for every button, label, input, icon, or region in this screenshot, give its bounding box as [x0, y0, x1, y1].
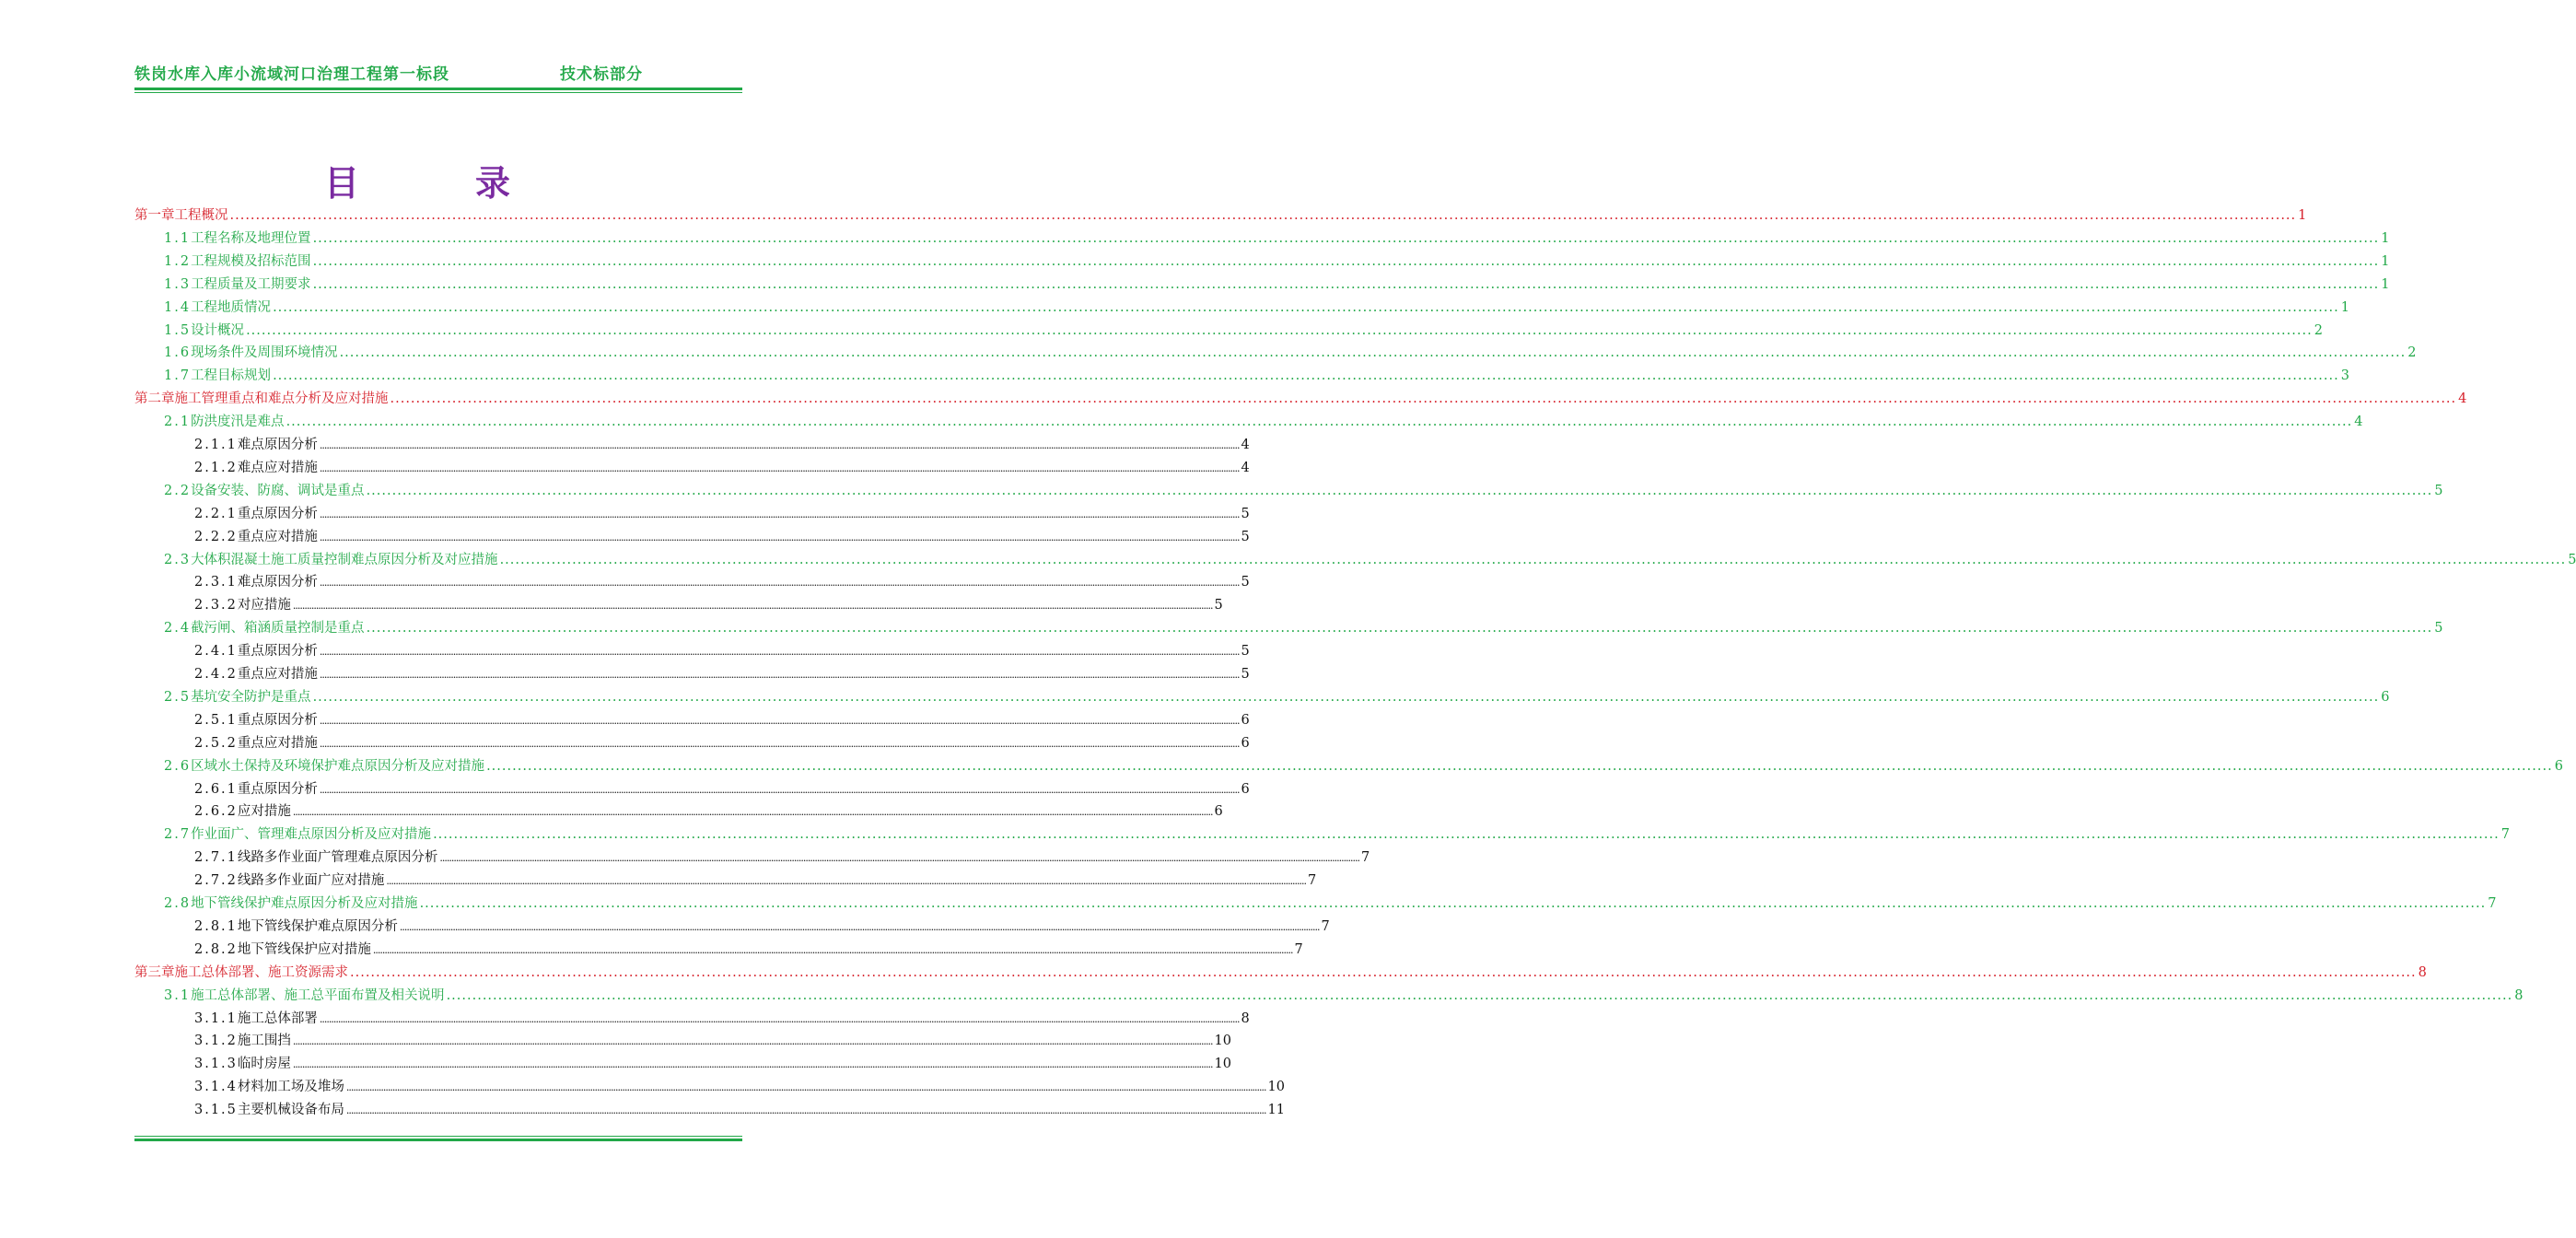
- toc-entry-page: 4: [2354, 415, 2363, 430]
- toc-entry-number: 2.8.1: [194, 918, 238, 934]
- toc-entry-number: 2.4.1: [194, 644, 238, 660]
- toc-entry-label: 工程地质情况: [191, 299, 272, 315]
- toc-entry[interactable]: [194, 847, 1370, 867]
- toc-entry-label: 作业面广、管理难点原因分析及应对措施: [191, 827, 432, 843]
- toc-dot-leader: ................................................................................................................................................................................................................................................................................................................................................................................................................: [390, 391, 2457, 407]
- toc-entry-page: 1: [2298, 208, 2307, 223]
- toc-entry-label: 工程规模及招标范围: [191, 253, 311, 269]
- toc-entry[interactable]: [194, 800, 1223, 821]
- toc-dot-leader: ................................................................................................................................................................................................................................................................................................................................................................................................................: [229, 208, 2297, 223]
- footer-rule-thick: [134, 1139, 742, 1141]
- toc-entry[interactable]: [164, 549, 2576, 569]
- toc-dot-leader: ................................................................................................................................................................................................................................................................................................................................................................................................................: [292, 600, 1213, 613]
- toc-dot-leader: ................................................................................................................................................................................................................................................................................................................................................................................................................: [372, 943, 1293, 956]
- toc-dot-leader: ................................................................................................................................................................................................................................................................................................................................................................................................................: [273, 299, 2339, 315]
- toc-entry-label: 重点应对措施: [237, 667, 318, 682]
- toc-entry-page: 7: [2500, 827, 2510, 843]
- toc-entry-label: 重点原因分析: [237, 506, 318, 521]
- toc-entry[interactable]: [194, 1053, 1231, 1073]
- toc-entry-label: 重点原因分析: [237, 712, 318, 728]
- toc-entry-number: 2.5.2: [194, 735, 238, 751]
- toc-entry-page: 7: [1294, 941, 1303, 957]
- toc-entry-page: 10: [1267, 1080, 1285, 1095]
- toc-entry-number: 第二章: [134, 391, 175, 407]
- toc-entry-label: 防洪度汛是难点: [191, 415, 285, 430]
- header-rule-thin: [134, 92, 742, 93]
- toc-dot-leader: ................................................................................................................................................................................................................................................................................................................................................................................................................: [366, 621, 2433, 637]
- toc-entry[interactable]: [134, 204, 2307, 225]
- toc-entry-number: 2.3.1: [194, 575, 238, 590]
- toc-entry-page: 1: [2340, 299, 2349, 315]
- toc-entry-label: 重点原因分析: [237, 644, 318, 660]
- toc-entry-page: 6: [1214, 804, 1223, 820]
- toc-entry[interactable]: [134, 388, 2467, 408]
- toc-entry-page: 5: [2568, 552, 2576, 567]
- toc-dot-leader: ................................................................................................................................................................................................................................................................................................................................................................................................................: [312, 230, 2380, 246]
- toc-entry[interactable]: [194, 1076, 1285, 1096]
- toc-entry-number: 2.1.2: [194, 460, 238, 475]
- toc-entry[interactable]: [194, 709, 1250, 730]
- toc-dot-leader: ................................................................................................................................................................................................................................................................................................................................................................................................................: [286, 415, 2353, 430]
- toc-entry-label: 设计概况: [191, 322, 245, 338]
- toc-entry-label: 线路多作业面广应对措施: [237, 873, 385, 889]
- toc-entry-number: 3.1.5: [194, 1103, 238, 1118]
- toc-entry-page: 6: [1241, 781, 1250, 797]
- toc-entry-number: 2.8.2: [194, 941, 238, 957]
- toc-entry-number: 1.1: [164, 230, 192, 246]
- toc-entry-page: 1: [2381, 276, 2390, 292]
- toc-entry-label: 现场条件及周围环境情况: [191, 345, 338, 361]
- toc-dot-leader: ................................................................................................................................................................................................................................................................................................................................................................................................................: [386, 875, 1307, 888]
- toc-entry-label: 施工总体部署、施工资源需求: [174, 964, 348, 980]
- toc-entry-page: 5: [1241, 644, 1250, 660]
- toc-dot-leader: ................................................................................................................................................................................................................................................................................................................................................................................................................: [319, 783, 1240, 796]
- toc-entry[interactable]: [164, 755, 2563, 776]
- toc-entry-label: 工程概况: [174, 208, 228, 223]
- toc-entry[interactable]: [164, 274, 2390, 294]
- toc-entry-number: 2.6.1: [194, 781, 238, 797]
- toc-entry[interactable]: [194, 939, 1303, 959]
- toc-entry-number: 1.6: [164, 345, 192, 361]
- toc-entry-label: 地下管线保护难点原因分析及应对措施: [191, 896, 418, 911]
- footer-rule-thin: [134, 1136, 742, 1137]
- toc-entry-number: 3.1.3: [194, 1057, 238, 1072]
- toc-entry[interactable]: [164, 228, 2390, 248]
- toc-dot-leader: ................................................................................................................................................................................................................................................................................................................................................................................................................: [319, 646, 1240, 659]
- toc-entry-page: 1: [2381, 253, 2390, 269]
- toc-dot-leader: ................................................................................................................................................................................................................................................................................................................................................................................................................: [433, 827, 2500, 843]
- toc-entry-number: 2.3.2: [194, 598, 238, 613]
- toc-entry-page: 5: [2434, 621, 2443, 637]
- toc-entry[interactable]: [194, 526, 1250, 546]
- toc-entry-label: 难点应对措施: [237, 460, 318, 475]
- toc-entry-label: 重点应对措施: [237, 529, 318, 544]
- toc-entry-number: 1.7: [164, 368, 192, 384]
- toc-entry-page: 5: [1214, 598, 1223, 613]
- toc-entry[interactable]: [164, 320, 2323, 340]
- toc-entry[interactable]: [194, 457, 1250, 477]
- toc-entry-number: 第一章: [134, 208, 175, 223]
- toc-entry[interactable]: [194, 503, 1250, 523]
- toc-entry-label: 设备安装、防腐、调试是重点: [191, 483, 365, 498]
- toc-entry-page: 4: [2458, 391, 2467, 407]
- toc-entry-number: 2.2.2: [194, 529, 238, 544]
- toc-entry-page: 5: [1241, 506, 1250, 521]
- toc-entry-page: 5: [1241, 529, 1250, 544]
- toc-dot-leader: ................................................................................................................................................................................................................................................................................................................................................................................................................: [345, 1081, 1266, 1094]
- toc-entry-label: 区域水土保持及环境保护难点原因分析及应对措施: [191, 758, 485, 774]
- toc-entry-page: 8: [2514, 987, 2524, 1003]
- toc-entry-label: 大体积混凝土施工质量控制难点原因分析及对应措施: [191, 552, 498, 567]
- toc-entry-number: 1.5: [164, 322, 192, 338]
- toc-entry-number: 1.4: [164, 299, 192, 315]
- toc-dot-leader: ................................................................................................................................................................................................................................................................................................................................................................................................................: [319, 577, 1240, 590]
- header-rule-thick: [134, 88, 742, 90]
- toc-entry-number: 2.5.1: [194, 712, 238, 728]
- toc-entry[interactable]: [164, 480, 2443, 500]
- toc-entry-label: 临时房屋: [237, 1057, 291, 1072]
- toc-entry-page: 8: [1241, 1010, 1250, 1026]
- toc-entry-number: 3.1: [164, 987, 192, 1003]
- toc-entry[interactable]: [164, 985, 2524, 1005]
- toc-entry-number: 2.7: [164, 827, 192, 843]
- toc-entry-page: 7: [1308, 873, 1317, 889]
- toc-entry[interactable]: [194, 434, 1250, 454]
- toc-entry-label: 施工管理重点和难点分析及应对措施: [174, 391, 389, 407]
- toc-entry-page: 7: [2488, 896, 2497, 911]
- toc-entry-label: 工程名称及地理位置: [191, 230, 311, 246]
- toc-dot-leader: ................................................................................................................................................................................................................................................................................................................................................................................................................: [312, 276, 2380, 292]
- toc-dot-leader: ................................................................................................................................................................................................................................................................................................................................................................................................................: [312, 253, 2380, 269]
- toc-entry-number: 2.3: [164, 552, 192, 567]
- toc-dot-leader: ................................................................................................................................................................................................................................................................................................................................................................................................................: [345, 1104, 1266, 1117]
- toc-entry-number: 2.6.2: [194, 804, 238, 820]
- toc-dot-leader: ................................................................................................................................................................................................................................................................................................................................................................................................................: [499, 552, 2567, 567]
- toc-entry-label: 应对措施: [237, 804, 291, 820]
- toc-dot-leader: ................................................................................................................................................................................................................................................................................................................................................................................................................: [319, 531, 1240, 543]
- toc-entry-number: 2.6: [164, 758, 192, 774]
- toc-dot-leader: ................................................................................................................................................................................................................................................................................................................................................................................................................: [439, 852, 1360, 865]
- toc-entry-label: 对应措施: [237, 598, 291, 613]
- toc-entry[interactable]: [134, 962, 2427, 982]
- toc-dot-leader: ................................................................................................................................................................................................................................................................................................................................................................................................................: [319, 508, 1240, 520]
- toc-dot-leader: ................................................................................................................................................................................................................................................................................................................................................................................................................: [292, 1035, 1213, 1048]
- toc-dot-leader: ................................................................................................................................................................................................................................................................................................................................................................................................................: [292, 806, 1213, 819]
- toc-dot-leader: ................................................................................................................................................................................................................................................................................................................................................................................................................: [399, 920, 1320, 933]
- toc-entry[interactable]: [164, 342, 2417, 362]
- page-title: 目 录: [323, 162, 551, 204]
- toc-entry[interactable]: [164, 365, 2349, 385]
- toc-entry[interactable]: [164, 617, 2443, 637]
- toc-entry-label: 地下管线保护难点原因分析: [237, 918, 398, 934]
- toc-dot-leader: ................................................................................................................................................................................................................................................................................................................................................................................................................: [339, 345, 2407, 361]
- header-project-title: 铁岗水库入库小流域河口治理工程第一标段: [134, 65, 449, 84]
- toc-entry[interactable]: [194, 732, 1250, 753]
- toc-dot-leader: ................................................................................................................................................................................................................................................................................................................................................................................................................: [366, 483, 2433, 498]
- header-section-label: 技术标部分: [560, 65, 643, 84]
- toc-dot-leader: ................................................................................................................................................................................................................................................................................................................................................................................................................: [246, 322, 2313, 338]
- toc-entry-number: 2.2.1: [194, 506, 238, 521]
- toc-entry-number: 3.1.2: [194, 1034, 238, 1049]
- toc-entry-page: 3: [2340, 368, 2349, 384]
- toc-entry-page: 7: [1321, 918, 1330, 934]
- toc-dot-leader: ................................................................................................................................................................................................................................................................................................................................................................................................................: [273, 368, 2339, 384]
- toc-entry-label: 截污闸、箱涵质量控制是重点: [191, 621, 365, 637]
- toc-entry-number: 1.3: [164, 276, 192, 292]
- toc-entry-number: 第三章: [134, 964, 175, 980]
- toc-entry-label: 地下管线保护应对措施: [237, 941, 371, 957]
- toc-dot-leader: ................................................................................................................................................................................................................................................................................................................................................................................................................: [292, 1058, 1213, 1071]
- toc-entry-page: 4: [1241, 438, 1250, 452]
- toc-entry-page: 6: [2554, 758, 2563, 774]
- toc-dot-leader: ................................................................................................................................................................................................................................................................................................................................................................................................................: [419, 896, 2487, 911]
- toc-entry-number: 3.1.1: [194, 1010, 238, 1026]
- toc-entry-number: 2.7.1: [194, 850, 238, 866]
- toc-entry-page: 2: [2407, 345, 2417, 361]
- toc-entry-label: 工程目标规划: [191, 368, 272, 384]
- toc-entry-page: 4: [1241, 460, 1250, 475]
- toc-entry[interactable]: [194, 870, 1317, 890]
- toc-entry-page: 5: [2434, 483, 2443, 498]
- toc-entry[interactable]: [194, 1099, 1285, 1119]
- toc-entry-number: 2.4.2: [194, 667, 238, 682]
- toc-entry[interactable]: [164, 411, 2363, 431]
- toc-entry-page: 6: [1241, 712, 1250, 728]
- toc-dot-leader: ................................................................................................................................................................................................................................................................................................................................................................................................................: [319, 737, 1240, 750]
- toc-entry-page: 7: [1361, 850, 1370, 866]
- toc-entry-number: 2.8: [164, 896, 192, 911]
- toc-entry-page: 5: [1241, 667, 1250, 682]
- toc-entry[interactable]: [194, 663, 1250, 683]
- toc-dot-leader: ................................................................................................................................................................................................................................................................................................................................................................................................................: [312, 689, 2380, 705]
- toc-entry[interactable]: [194, 1008, 1250, 1028]
- page-header: [134, 61, 742, 85]
- toc-entry[interactable]: [194, 1030, 1231, 1050]
- toc-dot-leader: ................................................................................................................................................................................................................................................................................................................................................................................................................: [319, 669, 1240, 681]
- toc-entry-number: 1.2: [164, 253, 192, 269]
- toc-dot-leader: ................................................................................................................................................................................................................................................................................................................................................................................................................: [446, 987, 2513, 1003]
- toc-entry-label: 工程质量及工期要求: [191, 276, 311, 292]
- toc-entry-page: 8: [2418, 964, 2427, 980]
- toc-entry-page: 6: [2381, 689, 2390, 705]
- toc-entry-label: 重点原因分析: [237, 781, 318, 797]
- toc-dot-leader: ................................................................................................................................................................................................................................................................................................................................................................................................................: [319, 714, 1240, 727]
- toc-entry[interactable]: [194, 571, 1250, 591]
- toc-entry-label: 主要机械设备布局: [237, 1103, 344, 1118]
- toc-entry-page: 11: [1267, 1103, 1285, 1118]
- toc-dot-leader: ................................................................................................................................................................................................................................................................................................................................................................................................................: [319, 1012, 1240, 1025]
- toc-entry-label: 难点原因分析: [237, 438, 318, 452]
- toc-dot-leader: ................................................................................................................................................................................................................................................................................................................................................................................................................: [319, 461, 1240, 474]
- toc-entry[interactable]: [164, 297, 2349, 317]
- toc-dot-leader: ................................................................................................................................................................................................................................................................................................................................................................................................................: [350, 964, 2417, 980]
- toc-dot-leader: ................................................................................................................................................................................................................................................................................................................................................................................................................: [319, 439, 1240, 451]
- toc-dot-leader: ................................................................................................................................................................................................................................................................................................................................................................................................................: [486, 758, 2553, 774]
- toc-entry-number: 2.1: [164, 415, 192, 430]
- toc-entry-label: 施工总体部署、施工总平面布置及相关说明: [191, 987, 445, 1003]
- toc-entry-number: 2.7.2: [194, 873, 238, 889]
- toc-entry[interactable]: [194, 594, 1223, 614]
- toc-entry[interactable]: [164, 686, 2390, 707]
- toc-entry-number: 3.1.4: [194, 1080, 238, 1095]
- toc-entry-page: 2: [2314, 322, 2323, 338]
- toc-entry-page: 1: [2381, 230, 2390, 246]
- toc-entry-page: 10: [1214, 1034, 1231, 1049]
- toc-entry[interactable]: [194, 916, 1330, 936]
- toc-entry-label: 施工围挡: [237, 1034, 291, 1049]
- toc-entry-label: 基坑安全防护是重点: [191, 689, 311, 705]
- toc-entry-page: 10: [1214, 1057, 1231, 1072]
- toc-entry[interactable]: [164, 251, 2390, 271]
- toc-entry-label: 难点原因分析: [237, 575, 318, 590]
- toc-entry[interactable]: [164, 893, 2497, 913]
- toc-entry-label: 重点应对措施: [237, 735, 318, 751]
- toc-entry-number: 2.1.1: [194, 438, 238, 452]
- toc-entry-page: 6: [1241, 735, 1250, 751]
- toc-entry-number: 2.5: [164, 689, 192, 705]
- toc-entry-label: 材料加工场及堆场: [237, 1080, 344, 1095]
- toc-entry-label: 线路多作业面广管理难点原因分析: [237, 850, 438, 866]
- toc-entry-number: 2.4: [164, 621, 192, 637]
- toc-entry-number: 2.2: [164, 483, 192, 498]
- toc-entry-label: 施工总体部署: [237, 1010, 318, 1026]
- toc-entry[interactable]: [194, 778, 1250, 799]
- toc-entry[interactable]: [164, 823, 2510, 844]
- toc-entry-page: 5: [1241, 575, 1250, 590]
- toc-entry[interactable]: [194, 640, 1250, 660]
